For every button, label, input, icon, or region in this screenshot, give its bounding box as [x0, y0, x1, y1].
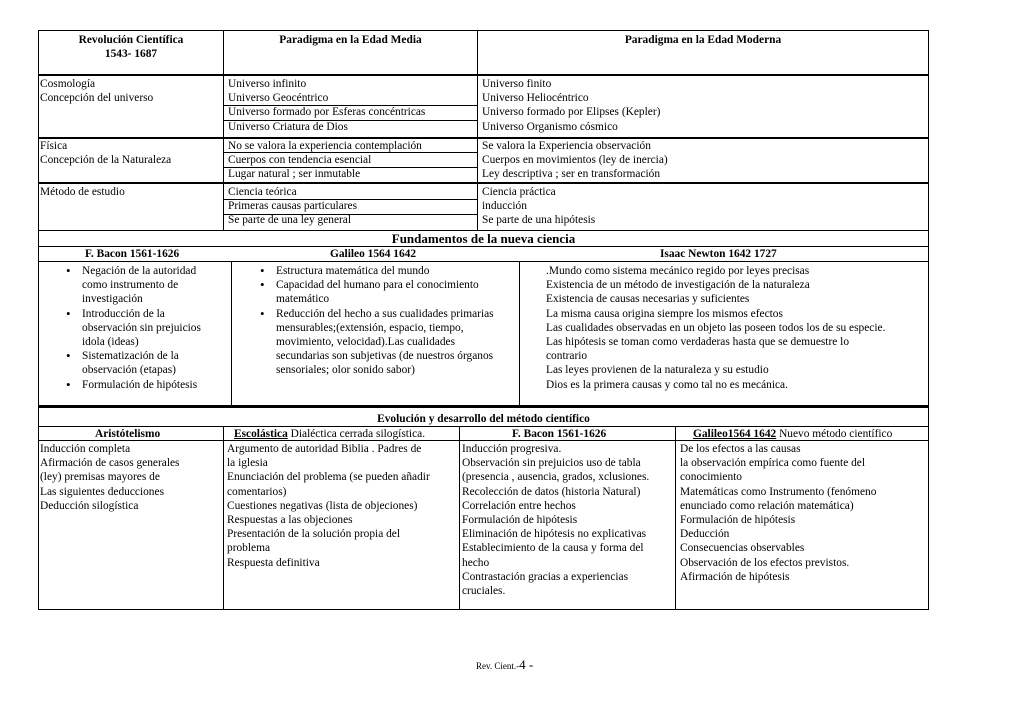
bacon-method-lines: Inducción progresiva. Observación sin prejuicios uso de tabla (presencia , ausencia, grados, xclusiones. Recolección de datos (historia Natural) Correlación entre hechos Formulación de hipótesis Eliminación de hipótesis no explicativas Establecimiento de la causa y forma del hecho Contrastación gracias a experiencias cruciales.	[462, 443, 650, 597]
header-moderna: Paradigma en la Edad Moderna	[624, 34, 782, 46]
list-item: • Capacidad del humano para el conocimiento matemático	[254, 278, 510, 306]
bacon-list	[60, 264, 220, 392]
escolastica-title: Escolástica Dialéctica cerrada silogística.	[234, 428, 426, 440]
row-moderna-metodo: Ciencia práctica inducción Se parte de una hipótesis	[482, 186, 596, 227]
escolastica-lines: Argumento de autoridad Biblia . Padres de la iglesia Enunciación del problema (se pueden añadir comentarios) Cuestiones negativas (lista de objeciones) Respuestas a las objeciones Presentación de la solución propia del problema Respuesta definitiva	[227, 443, 430, 569]
page-number: 4	[519, 657, 526, 672]
row-label-cosmologia: Cosmología Concepción del universo	[40, 78, 154, 105]
bacon-method-title: F. Bacon 1561-1626	[512, 428, 607, 440]
list-item: • Sistematización de la observación (etapas)	[60, 349, 220, 377]
evolucion-title: Evolución y desarrollo del método científico	[377, 413, 590, 425]
row-label-fisica: Física Concepción de la Naturaleza	[40, 140, 172, 167]
row-medieval-cosmologia: Universo infinito Universo Geocéntrico Universo formado por Esferas concéntricas Universo Criatura de Dios	[228, 78, 426, 133]
row-medieval-fisica: No se valora la experiencia contemplación Cuerpos con tendencia esencial Lugar natural ; ser inmutable	[228, 140, 422, 181]
footer-suffix: -	[525, 657, 534, 672]
galileo-title: Galileo 1564 1642	[330, 248, 417, 260]
newton-lines: .Mundo como sistema mecánico regido por leyes precisas Existencia de un método de investigación de la naturaleza Existencia de causas necesarias y suficientes La misma causa origina siempre los mismos efectos Las cualidades observadas en un objeto las poseen todos los de su especie. Las hipótesis se toman como verdaderas hasta que se demuestre lo contrario Las leyes provienen de la naturaleza y su estudio Dios es la primera causas y como tal no es mecánica.	[546, 265, 886, 391]
aristotelismo-lines: Inducción completa Afirmación de casos generales (ley) premisas mayores de Las siguientes deducciones Deducción silogística	[40, 443, 180, 512]
row-medieval-metodo: Ciencia teórica Primeras causas particulares Se parte de una ley general	[228, 186, 358, 227]
row-moderna-cosmologia: Universo finito Universo Heliocéntrico Universo formado por Elipses (Kepler) Universo Organismo cósmico	[482, 78, 661, 133]
list-item: • Negación de la autoridad como instrumento de investigación	[60, 264, 220, 307]
header-medieval: Paradigma en la Edad Media	[279, 34, 422, 46]
list-item: • Introducción de la observación sin prejuicios idola (ideas)	[60, 307, 220, 350]
header-period: 1543- 1687	[104, 48, 158, 61]
row-label-metodo: Método de estudio	[40, 186, 125, 198]
fundamentos-title: Fundamentos de la nueva ciencia	[391, 231, 576, 246]
bacon-title: F. Bacon 1561-1626	[85, 248, 180, 260]
page-footer	[476, 658, 533, 673]
header-title: Revolución Científica	[78, 34, 184, 46]
list-item: • Estructura matemática del mundo	[254, 264, 510, 278]
footer-label: Rev. Cient.-	[476, 661, 520, 671]
newton-title: Isaac Newton 1642 1727	[660, 248, 777, 260]
list-item: • Reducción del hecho a sus cualidades primarias mensurables;(extensión, espacio, tiempo, movimiento, velocidad).Las cualidades secundarias son subjetivas (de nuestros órganos sensoriales; olor sonido sabor)	[254, 307, 510, 378]
list-item: • Formulación de hipótesis	[60, 378, 220, 392]
galileo-method-lines: De los efectos a las causas la observación empírica como fuente del conocimiento Matemáticas como Instrumento (fenómeno enunciado como relación matemática) Formulación de hipótesis Deducción Consecuencias observables Observación de los efectos previstos. Afirmación de hipótesis	[680, 443, 877, 583]
galileo-method-title: Galileo1564 1642 Nuevo método científico	[693, 428, 893, 440]
row-moderna-fisica: Se valora la Experiencia observación Cuerpos en movimientos (ley de inercia) Ley descriptiva ; ser en transformación	[482, 140, 668, 181]
galileo-list	[254, 264, 510, 378]
aristotelismo-title: Aristótelismo	[95, 428, 161, 440]
